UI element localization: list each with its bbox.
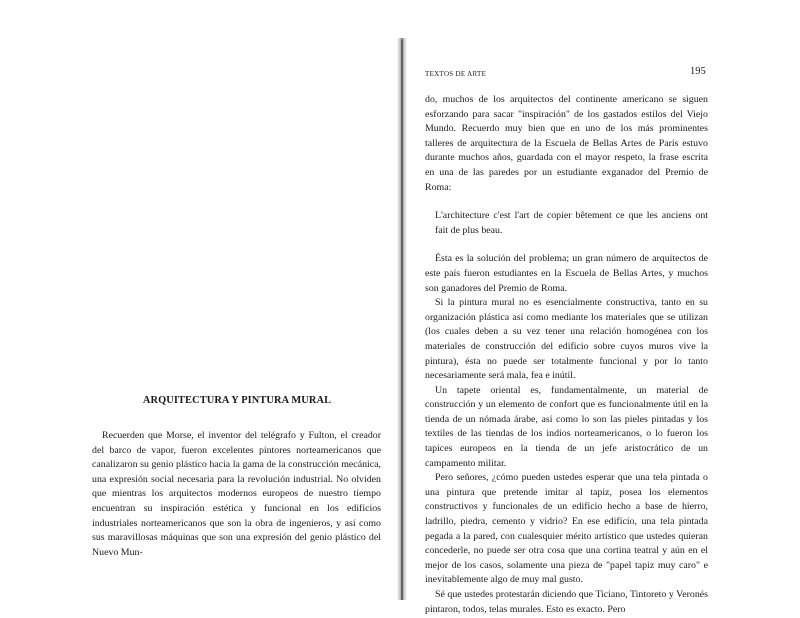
right-paragraph: Si la pintura mural no es esencialmente constructiva, tanto en su organización plástica así como mediante los materiales que se utilizan (los cuales deben a su vez tener una relación homogénea con los materiales de construcción del edificio sobre cuyos muros vive la pintura), ésta no puede ser totalmente funcional y por lo tanto necesariamente será mala, fea e inútil.	[425, 297, 708, 382]
block-quote: L'architecture c'est l'art de copier bêtement ce que les anciens ont fait de plus beau.	[435, 210, 708, 236]
right-paragraph: Pero señores, ¿cómo pueden ustedes esperar que una tela pintada o una pintura que pretende imitar al tapiz, posea los elementos constructivos y funcionales de un edificio hecho a base de hierro, ladrillo, piedra, cemento y vidrio? En ese edificio, una tela pintada pegada a la pared, con cualesquier mérito artístico que ustedes quieran concederle, no puede ser otra cosa que una cortina teatral y aún en el mejor de los casos, solamente una pieza de "papel tapiz muy caro" e inevitablemente algo de muy mal gusto.	[425, 472, 708, 586]
right-paragraph: Sé que ustedes protestarán diciendo que Ticiano, Tintoreto y Veronés pintaron, todos, telas murales. Esto es exacto. Pero	[425, 589, 708, 615]
right-paragraph: Un tapete oriental es, fundamentalmente, un material de construcción y un elemento de confort que es funcionalmente útil en la tienda de un nómada árabe, así como lo son las pieles pintadas y los textiles de las tiendas de los indios norteamericanos, o lo fueron los tapices europeos en la tienda de un jefe aristocrático de un campamento militar.	[425, 384, 708, 469]
section-title: ARQUITECTURA Y PINTURA MURAL	[142, 395, 332, 406]
right-page-body	[425, 93, 708, 617]
left-paragraph: Recuerden que Morse, el inventor del telégrafo y Fulton, el creador del barco de vapor, fueron excelentes pintores norteamericanos que canalizaron su genio plástico hacia la gama de la construcción mecánica, una expresión social necesaria para la revolución industrial. No olviden que mientras los arquitectos modernos europeos de nuestro tiempo encuentran su inspiración estética y funcional en los edificios industriales norteamericanos que son la obra de ingenieros, y así como sus maravillosas máquinas que son una expresión del genio plástico del Nuevo Mun-	[92, 430, 381, 558]
left-page-body	[92, 429, 381, 560]
page-number: 195	[690, 66, 706, 77]
right-paragraph: Ésta es la solución del problema; un gran número de arquitectos de este país fueron estudiantes en la Escuela de Bellas Artes, y muchos son ganadores del Premio de Roma.	[425, 253, 708, 294]
running-head: TEXTOS DE ARTE	[425, 70, 487, 78]
right-paragraph: do, muchos de los arquitectos del continente americano se siguen esforzando para sacar "inspiración" de los gastados estilos del Viejo Mundo. Recuerdo muy bien que en uno de los más prominentes talleres de arquitectura de la Escuela de Bellas Artes de París estuvo durante muchos años, guardada con el mayor respeto, la frase escrita en una de las paredes por un estudiante exganador del Premio de Roma:	[425, 94, 708, 193]
book-gutter-line	[401, 40, 403, 600]
